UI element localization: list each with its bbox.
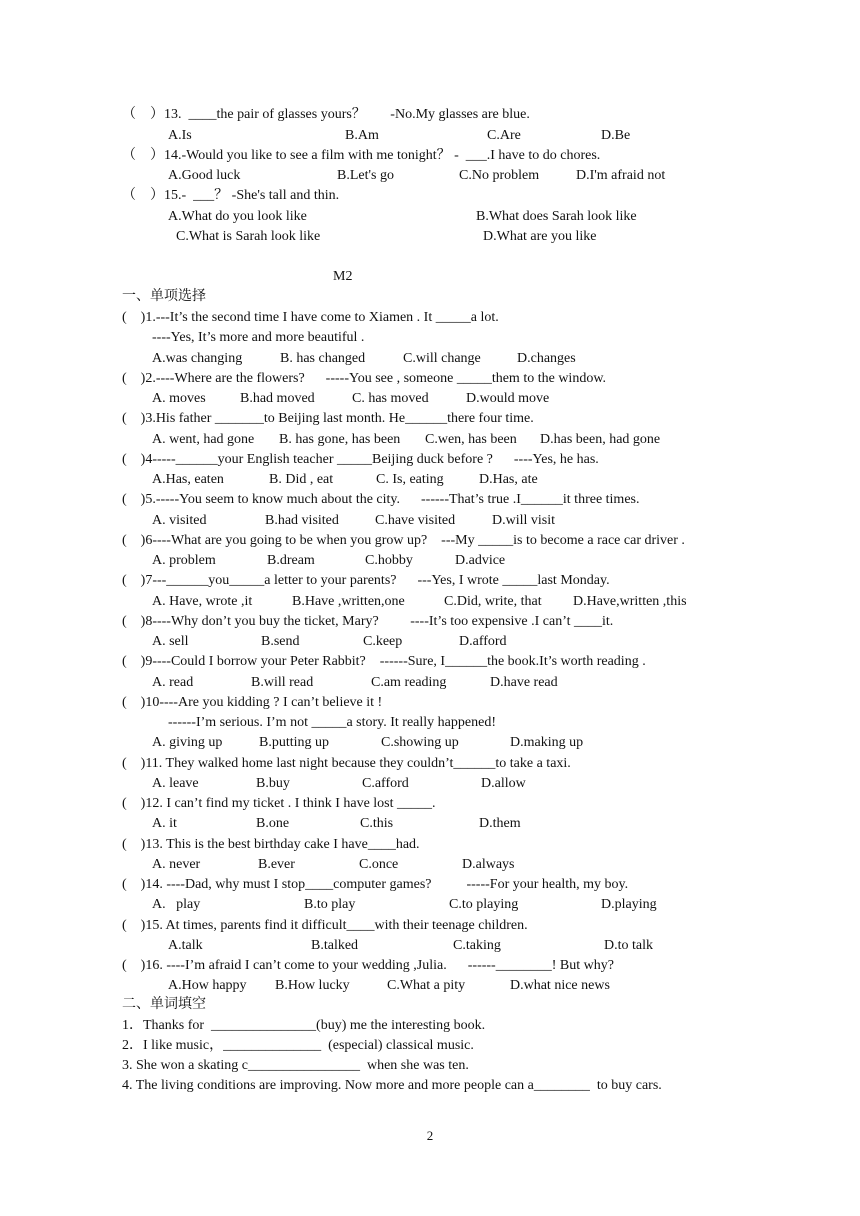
option-a: A. leave: [152, 776, 199, 791]
option-c: C.What a pity: [387, 978, 466, 993]
option-d: D.them: [479, 816, 521, 831]
question-1-reply: ----Yes, It’s more and more beautiful .: [152, 330, 365, 345]
option-c: C.once: [359, 857, 399, 872]
option-d: D.Have,written ,this: [573, 594, 687, 609]
option-d: D.advice: [455, 553, 506, 568]
option-d: D.Has, ate: [479, 472, 538, 487]
option-d: D.what nice news: [510, 978, 610, 993]
option-d: D.to talk: [604, 938, 653, 953]
option-b: B.Let's go: [337, 168, 394, 183]
section-title: 二、单词填空: [122, 997, 206, 1012]
option-c: C.afford: [362, 776, 409, 791]
option-a: A. read: [152, 675, 194, 690]
question-7: ( )7---______you_____a letter to your parents? ---Yes, I wrote _____last Monday.: [122, 573, 610, 588]
option-b: B.had visited: [265, 513, 339, 528]
option-b: B.What does Sarah look like: [476, 209, 637, 224]
option-b: B.How lucky: [275, 978, 350, 993]
option-d: D.What are you like: [483, 229, 597, 244]
question-4: ( )4-----______your English teacher _____Beijing duck before ? ----Yes, he has.: [122, 452, 599, 467]
question-13: （ ）13. ____the pair of glasses yours？ -No.My glasses are blue.: [122, 107, 530, 122]
option-a: A. Have, wrote ,it: [152, 594, 253, 609]
option-a: A. went, had gone: [152, 432, 255, 447]
question-15: ( )15. At times, parents find it difficult____with their teenage children.: [122, 918, 528, 933]
option-c: C.hobby: [365, 553, 413, 568]
option-d: D.has been, had gone: [540, 432, 661, 447]
fill-item: 1．Thanks for _______________(buy) me the interesting book.: [122, 1018, 486, 1033]
question-1: ( )1.---It’s the second time I have come to Xiamen . It _____a lot.: [122, 310, 499, 325]
option-d: D.have read: [490, 675, 558, 690]
option-a: A. play: [152, 897, 201, 912]
option-c: C.this: [360, 816, 394, 831]
option-c: C.am reading: [371, 675, 447, 690]
option-c: C.wen, has been: [425, 432, 517, 447]
question-14: ( )14. ----Dad, why must I stop____computer games? -----For your health, my boy.: [122, 877, 629, 892]
option-d: D.making up: [510, 735, 584, 750]
option-c: C.keep: [363, 634, 403, 649]
option-a: A. moves: [152, 391, 206, 406]
section-title: 一、单项选择: [122, 289, 206, 304]
option-d: D.playing: [601, 897, 657, 912]
option-c: C.have visited: [375, 513, 456, 528]
option-b: B.had moved: [240, 391, 315, 406]
fill-item: 4. The living conditions are improving. Now more and more people can a________ to buy cars.: [122, 1078, 662, 1093]
option-a: A.Has, eaten: [152, 472, 224, 487]
option-a: A.Is: [168, 128, 192, 143]
option-d: D.changes: [517, 351, 576, 366]
option-b: B.ever: [258, 857, 295, 872]
option-c: C.Did, write, that: [444, 594, 542, 609]
option-d: D.always: [462, 857, 515, 872]
option-b: B. has changed: [280, 351, 366, 366]
page-number: 2: [426, 1128, 434, 1143]
question-15: （ ）15.- ___？ -She's tall and thin.: [122, 188, 340, 203]
option-d: D.would move: [466, 391, 550, 406]
question-14: （ ）14.-Would you like to see a film with me tonight？ - ___.I have to do chores.: [122, 148, 601, 163]
fill-item: 2．I like music，______________ (especial) classical music.: [122, 1038, 474, 1053]
option-c: C.taking: [453, 938, 501, 953]
option-a: A. it: [152, 816, 177, 831]
question-5: ( )5.-----You seem to know much about the city. ------That’s true .I______it three times.: [122, 492, 640, 507]
option-d: D.allow: [481, 776, 526, 791]
option-c: C. has moved: [352, 391, 429, 406]
option-c: C.showing up: [381, 735, 459, 750]
question-3: ( )3.His father _______to Beijing last month. He______there four time.: [122, 411, 534, 426]
option-a: A.was changing: [152, 351, 243, 366]
option-a: A. never: [152, 857, 201, 872]
option-a: A.Good luck: [168, 168, 241, 183]
option-a: A. problem: [152, 553, 216, 568]
option-a: A.What do you look like: [168, 209, 307, 224]
option-b: B. Did , eat: [269, 472, 334, 487]
module-title: M2: [333, 269, 353, 284]
option-b: B.talked: [311, 938, 359, 953]
question-16: ( )16. ----I’m afraid I can’t come to your wedding ,Julia. ------________! But why?: [122, 958, 614, 973]
option-d: D.will visit: [492, 513, 556, 528]
option-c: C.No problem: [459, 168, 540, 183]
option-d: D.afford: [459, 634, 507, 649]
question-2: ( )2.----Where are the flowers? -----You see , someone _____them to the window.: [122, 371, 607, 386]
option-b: B.putting up: [259, 735, 330, 750]
question-12: ( )12. I can’t find my ticket . I think I have lost _____.: [122, 796, 436, 811]
option-b: B.buy: [256, 776, 290, 791]
option-a: A. visited: [152, 513, 207, 528]
option-d: D.I'm afraid not: [576, 168, 666, 183]
question-10: ( )10----Are you kidding ? I can’t believe it !: [122, 695, 383, 710]
question-8: ( )8----Why don’t you buy the ticket, Mary? ----It’s too expensive .I can’t ____it.: [122, 614, 614, 629]
option-b: B.send: [261, 634, 300, 649]
option-b: B. has gone, has been: [279, 432, 401, 447]
option-a: A. giving up: [152, 735, 223, 750]
question-10-reply: ------I’m serious. I’m not _____a story. It really happened!: [168, 715, 496, 730]
option-b: B.will read: [251, 675, 314, 690]
option-b: B.Am: [345, 128, 379, 143]
option-b: B.one: [256, 816, 290, 831]
question-9: ( )9----Could I borrow your Peter Rabbit? ------Sure, I______the book.It’s worth reading .: [122, 654, 646, 669]
option-a: A.How happy: [168, 978, 247, 993]
option-c: C.Are: [487, 128, 521, 143]
option-b: B.to play: [304, 897, 356, 912]
option-b: B.dream: [267, 553, 315, 568]
question-6: ( )6----What are you going to be when you grow up? ---My _____is to become a race car driver .: [122, 533, 685, 548]
fill-item: 3. She won a skating c________________ when she was ten.: [122, 1058, 469, 1073]
question-13: ( )13. This is the best birthday cake I have____had.: [122, 837, 420, 852]
option-c: C.What is Sarah look like: [176, 229, 321, 244]
question-11: ( )11. They walked home last night because they couldn’t______to take a taxi.: [122, 756, 571, 771]
option-c: C.to playing: [449, 897, 519, 912]
option-b: B.Have ,written,one: [292, 594, 405, 609]
option-c: C.will change: [403, 351, 481, 366]
option-d: D.Be: [601, 128, 631, 143]
option-a: A.talk: [168, 938, 203, 953]
option-c: C. Is, eating: [376, 472, 444, 487]
option-a: A. sell: [152, 634, 189, 649]
